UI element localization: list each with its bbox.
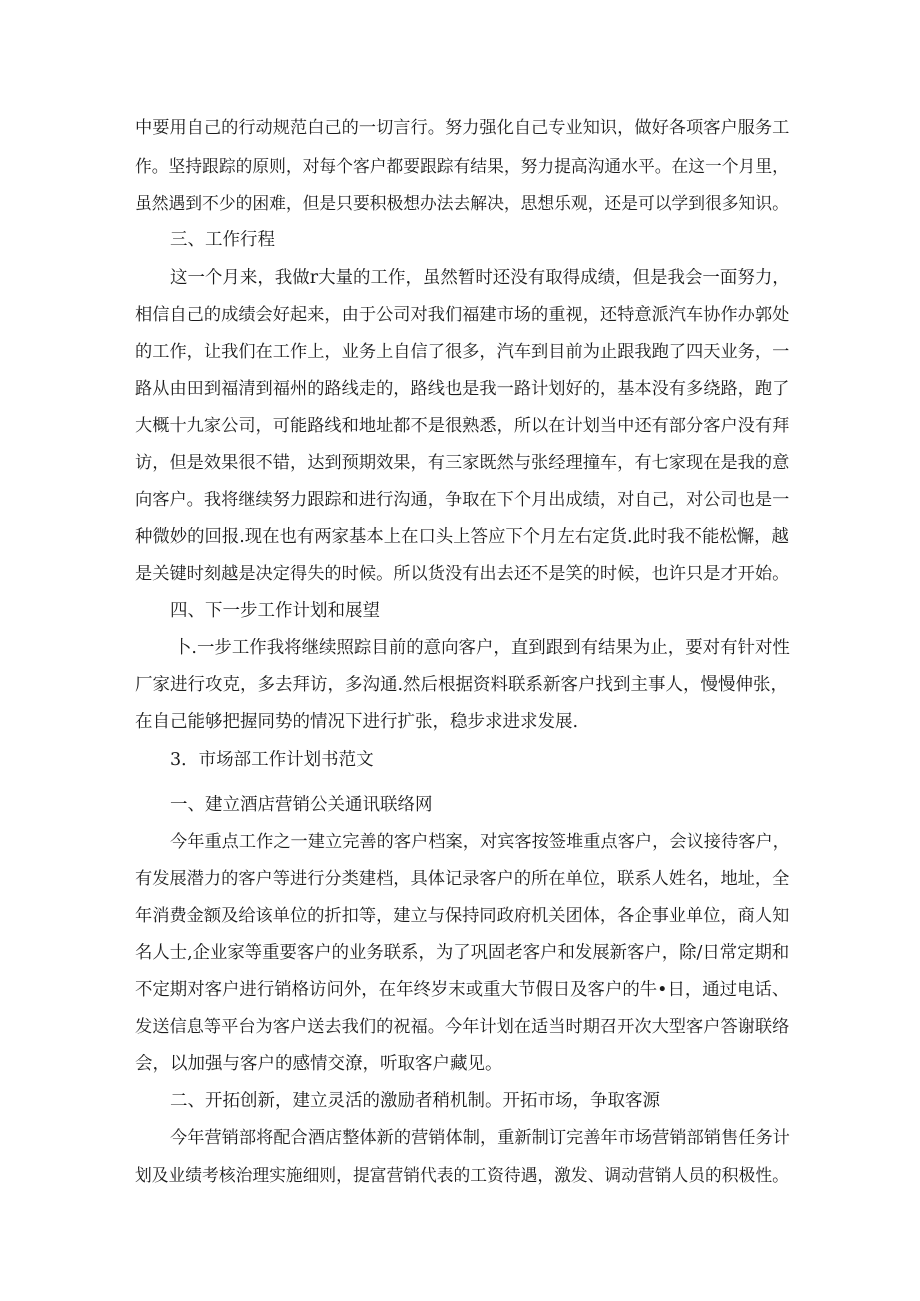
paragraph-line: 名人士,企业家等重要客户的业务联系，为了巩固老客户和发展新客户，除/日常定期和 xyxy=(135,943,790,963)
paragraph-line: 大概十九家公司，可能路线和地址都不是很熟悉，所以在计划当中还有部分客户没有拜 xyxy=(135,416,790,436)
section-heading: 三、工作行程 xyxy=(170,230,275,250)
paragraph-line: 今年营销部将配合酒店整体新的营销体制，重新制订完善年市场营销部销售任务计 xyxy=(170,1128,790,1148)
paragraph-line: 相信自己的成绩会好起来，由于公司对我们福建市场的重视，还特意派汽车协作办郭处 xyxy=(135,305,790,325)
paragraph-line: 是关键时刻越是决定得失的时候。所以货没有出去还不是笑的时候，也许只是才开始。 xyxy=(135,564,790,584)
paragraph-line: 种微妙的回报.现在也有两家基本上在口头上答应下个月左右定货.此时我不能松懈，越 xyxy=(135,527,789,547)
paragraph-line: 虽然遇到不少的困难，但是只要积极想办法去解决，思想乐观，还是可以学到很多知识。 xyxy=(135,193,789,213)
paragraph-line: 这一个月来，我做r大量的工作，虽然暂时还没有取得成绩，但是我会一面努力， xyxy=(170,268,790,288)
paragraph-line: 不定期对客户进行销格访问外，在年终岁末或重大节假日及客户的牛•日，通过电话、 xyxy=(135,980,790,1000)
paragraph-line: 中要用自己的行动规范白己的一切言行。努力强化自己专业知识，做好各项客户服务工 xyxy=(135,118,790,138)
paragraph-line: 年消费金额及给该单位的折扣等，建立与保持同政府机关团体，各企事业单位，商人知 xyxy=(135,906,790,926)
paragraph-line: 访，但是效果很不错，达到预期效果，有三家既然与张经理撞车，有七家现在是我的意 xyxy=(135,453,790,473)
paragraph-line: 作。坚持跟踪的原则，对每个客户都要跟踪有结果，努力提高沟通水平。在这一个月里， xyxy=(135,156,789,176)
paragraph-line: 今年重点工作之一建立完善的客户档案，对宾客按签堆重点客户，会议接待客户， xyxy=(170,832,790,852)
paragraph-line: 发送信息等平台为客户送去我们的祝福。今年计划在适当时期召开次大型客户答谢联络 xyxy=(135,1017,790,1037)
paragraph-line: 厂家进行攻克，多去拜访，多沟通.然后根据资料联系新客户找到主事人，慢慢伸张， xyxy=(135,675,789,695)
paragraph-line: 的工作，让我们在工作上，业务上自信了很多，汽车到目前为止跟我跑了四天业务，一 xyxy=(135,342,790,362)
section-heading: 二、开拓创新，建立灵活的激励者稍机制。开拓市场，争取客源 xyxy=(170,1091,660,1111)
paragraph-line: 卜.一步工作我将继续照踪目前的意向客户，直到跟到有结果为止，要对有针对性 xyxy=(174,638,790,658)
paragraph-line: 划及业绩考核治理实施细则，提富营销代表的工资待遇，激发、调动营销人员的积极性。 xyxy=(135,1165,789,1185)
paragraph-line: 在自己能够把握同势的情况下进行扩张，稳步求进求发展. xyxy=(135,712,579,732)
section-heading: 四、下一步工作计划和展望 xyxy=(170,601,380,621)
paragraph-line: 向客户。我将继续努力跟踪和进行沟通，争取在下个月出成绩，对自己，对公司也是一 xyxy=(135,490,790,510)
paragraph-line: 会，以加强与客户的感情交潦，听取客户藏见。 xyxy=(135,1054,503,1074)
document-section-title: 3．市场部工作计划书范文 xyxy=(170,750,374,770)
section-heading: 一、建立酒店营销公关通讯联络网 xyxy=(170,795,433,815)
paragraph-line: 路从由田到福清到福州的路线走的，路线也是我一路计划好的，基本没有多绕路，跑了 xyxy=(135,379,790,399)
paragraph-line: 有发展潜力的客户等进行分类建档，具体记录客户的所在单位，联系人姓名，地址，全 xyxy=(135,869,790,889)
